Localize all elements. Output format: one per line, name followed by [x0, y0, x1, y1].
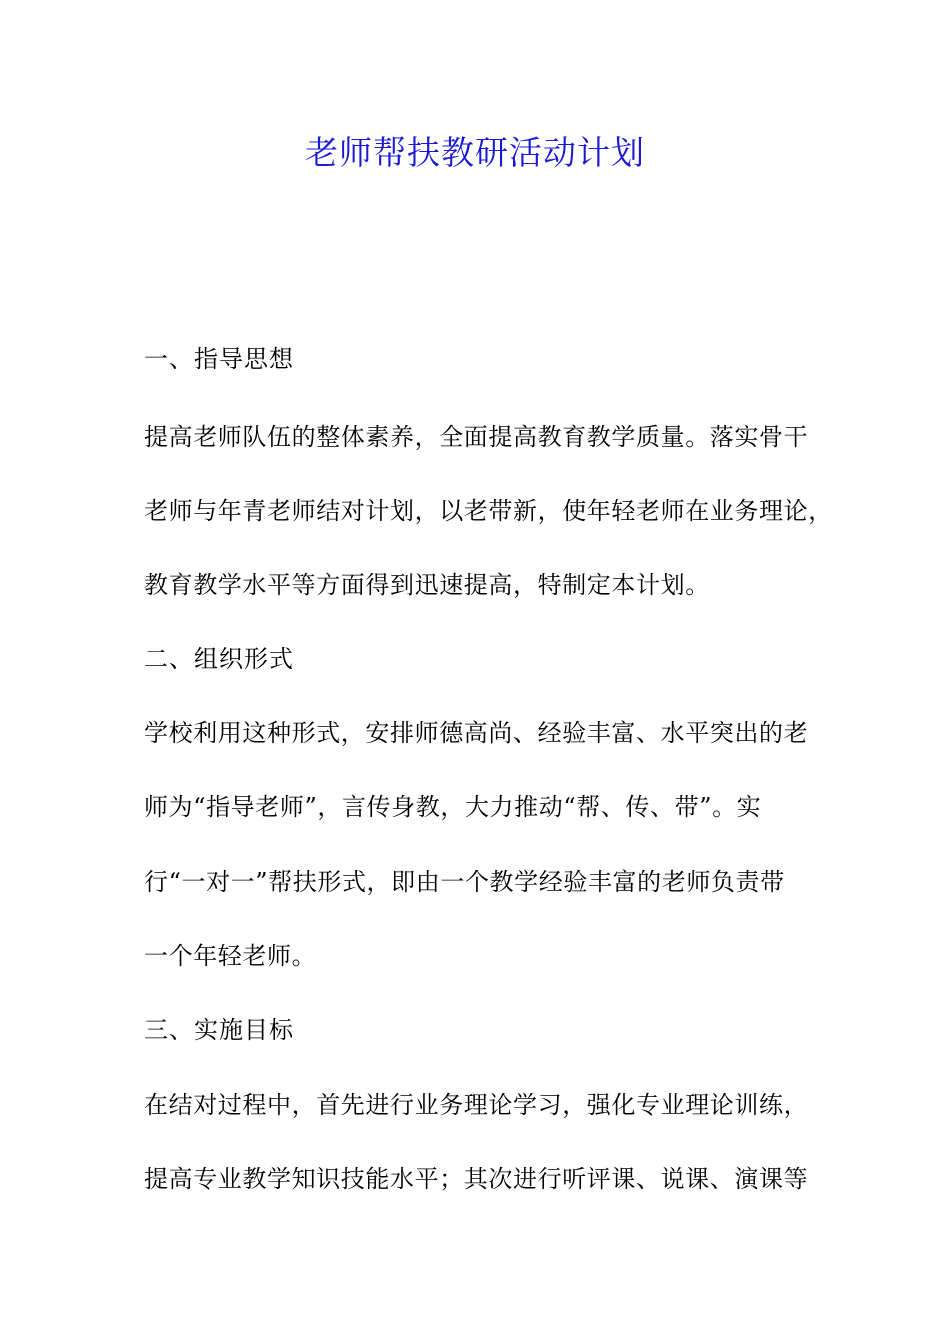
section-heading-guiding-thought: 一、指导思想: [144, 345, 294, 373]
paragraph-line: 老师与年青老师结对计划，以老带新，使年轻老师在业务理论，: [144, 497, 833, 525]
paragraph-line: 教育教学水平等方面得到迅速提高，特制定本计划。: [144, 571, 710, 599]
paragraph-line: 行“一对一”帮扶形式，即由一个教学经验丰富的老师负责带: [144, 868, 785, 896]
section-heading-implementation-goals: 三、实施目标: [144, 1016, 294, 1044]
paragraph-line: 在结对过程中，首先进行业务理论学习，强化专业理论训练，: [144, 1091, 809, 1119]
paragraph-line: 一个年轻老师。: [144, 942, 317, 970]
section-heading-organization-form: 二、组织形式: [144, 645, 294, 673]
paragraph-line: 提高老师队伍的整体素养，全面提高教育教学质量。落实骨干: [144, 423, 809, 451]
paragraph-line: 提高专业教学知识技能水平；其次进行听评课、说课、演课等: [144, 1165, 809, 1193]
paragraph-line: 学校利用这种形式，安排师德高尚、经验丰富、水平突出的老: [144, 719, 809, 747]
paragraph-line: 师为“指导老师”，言传身教，大力推动“帮、传、带”。实: [144, 793, 762, 821]
document-title: 老师帮扶教研活动计划: [305, 133, 645, 172]
